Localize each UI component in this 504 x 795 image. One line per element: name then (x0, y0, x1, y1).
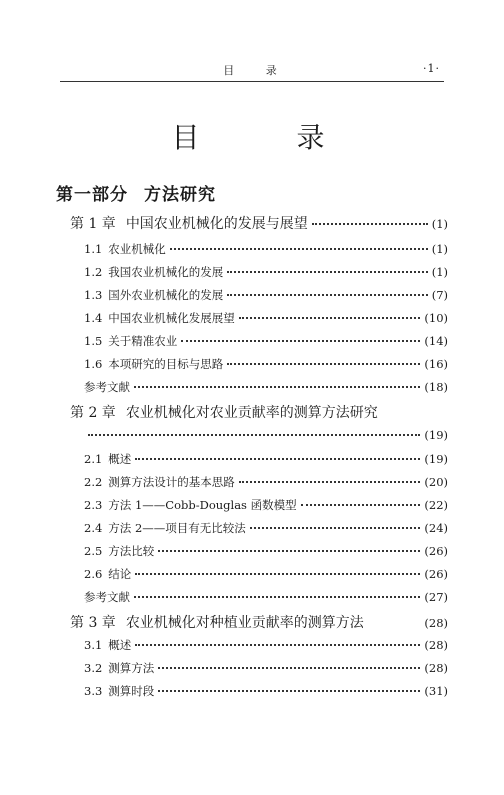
section-number: 1.5 (84, 334, 103, 348)
section-number: 1.6 (84, 357, 103, 371)
page-ref: (26) (424, 544, 448, 558)
section-title: 方法 2——项目有无比较法 (108, 521, 246, 535)
dot-leader (158, 667, 420, 669)
section-number: 1.4 (84, 311, 103, 325)
page-ref: (28) (424, 661, 448, 675)
dot-leader (170, 248, 428, 250)
toc-references-2[interactable] (84, 589, 448, 605)
dot-leader (227, 363, 420, 365)
chapter-title: 农业机械化对农业贡献率的测算方法研究 (125, 405, 378, 421)
page-ref: (7) (431, 288, 448, 302)
part-heading (56, 180, 216, 205)
dot-leader (227, 271, 427, 273)
page-ref: (19) (424, 452, 448, 466)
section-title: 概述 (108, 452, 132, 466)
toc-section-2-2[interactable] (84, 474, 448, 490)
section-number: 2.4 (84, 521, 103, 535)
section-title: 中国农业机械化发展展望 (108, 311, 235, 325)
dot-leader (158, 690, 420, 692)
chapter-number: 第 1 章 (70, 216, 116, 232)
page-ref: (1) (431, 265, 448, 279)
dot-leader (88, 434, 420, 436)
chapter-number: 第 2 章 (70, 405, 116, 421)
toc-section-3-1[interactable] (84, 637, 448, 653)
page-ref: (10) (424, 311, 448, 325)
toc-section-1-3[interactable] (84, 287, 448, 303)
toc-section-1-1[interactable] (84, 241, 448, 257)
toc-chapter-2-continuation (88, 428, 448, 442)
dot-leader (250, 527, 421, 529)
section-title: 农业机械化 (108, 242, 166, 256)
toc-chapter-1[interactable] (70, 213, 448, 233)
section-number: 2.6 (84, 567, 103, 581)
dot-leader (134, 386, 420, 388)
dot-leader (301, 504, 421, 506)
section-number: 2.1 (84, 452, 103, 466)
section-number: 3.1 (84, 638, 103, 652)
toc-section-1-4[interactable] (84, 310, 448, 326)
page-ref: (24) (424, 521, 448, 535)
toc-section-2-3[interactable] (84, 497, 448, 513)
page-ref: (1) (431, 217, 448, 231)
toc-chapter-2[interactable] (70, 402, 448, 422)
dot-leader (239, 317, 421, 319)
section-number: 2.3 (84, 498, 103, 512)
dot-leader (158, 550, 420, 552)
toc-section-2-5[interactable] (84, 543, 448, 559)
header-rule (60, 81, 444, 82)
chapter-title: 农业机械化对种植业贡献率的测算方法 (125, 615, 364, 631)
section-title: 我国农业机械化的发展 (108, 265, 224, 279)
toc-section-1-5[interactable] (84, 333, 448, 349)
toc-references-1[interactable] (84, 379, 448, 395)
toc-section-2-6[interactable] (84, 566, 448, 582)
toc-section-2-1[interactable] (84, 451, 448, 467)
chapter-title: 中国农业机械化的发展与展望 (125, 216, 308, 232)
page-ref: (20) (424, 475, 448, 489)
dot-leader (181, 340, 420, 342)
toc-section-3-3[interactable] (84, 683, 448, 699)
section-title: 本项研究的目标与思路 (108, 357, 224, 371)
section-title: 关于精准农业 (108, 334, 178, 348)
page-ref: (19) (424, 428, 448, 442)
dot-leader (134, 596, 420, 598)
section-title: 结论 (108, 567, 132, 581)
dot-leader (312, 223, 428, 225)
section-number: 1.3 (84, 288, 103, 302)
section-number: 2.2 (84, 475, 103, 489)
section-number: 2.5 (84, 544, 103, 558)
toc-section-3-2[interactable] (84, 660, 448, 676)
page-ref: (18) (424, 380, 448, 394)
toc-section-1-6[interactable] (84, 356, 448, 372)
section-title: 测算方法 (108, 661, 155, 675)
section-title: 测算时段 (108, 684, 155, 698)
page-ref: (28) (424, 616, 448, 630)
section-number: 3.2 (84, 661, 103, 675)
page-ref: (26) (424, 567, 448, 581)
chapter-number: 第 3 章 (70, 615, 116, 631)
section-title: 方法比较 (108, 544, 155, 558)
page-number: ·1· (423, 62, 440, 75)
page-ref: (28) (424, 638, 448, 652)
section-number: 1.2 (84, 265, 103, 279)
section-number: 1.1 (84, 242, 103, 256)
section-title: 国外农业机械化的发展 (108, 288, 224, 302)
section-title: 方法 1——Cobb-Douglas 函数模型 (108, 498, 297, 512)
dot-leader (135, 573, 420, 575)
dot-leader (227, 294, 427, 296)
dot-leader (239, 481, 421, 483)
page-ref: (14) (424, 334, 448, 348)
page-ref: (1) (431, 242, 448, 256)
section-title: 概述 (108, 638, 132, 652)
section-title: 测算方法设计的基本思路 (108, 475, 235, 489)
toc-chapter-3[interactable] (70, 612, 448, 632)
toc-section-2-4[interactable] (84, 520, 448, 536)
part-title: 方法研究 (144, 185, 216, 205)
section-title: 参考文献 (84, 590, 130, 604)
toc-section-1-2[interactable] (84, 264, 448, 280)
running-title: 目 录 (223, 64, 291, 77)
page-ref: (27) (424, 590, 448, 604)
part-number: 第一部分 (56, 185, 128, 205)
page-ref: (22) (424, 498, 448, 512)
section-number: 3.3 (84, 684, 103, 698)
page-ref: (31) (424, 684, 448, 698)
dot-leader (135, 644, 420, 646)
page-title: 目 录 (171, 121, 369, 154)
page-ref: (16) (424, 357, 448, 371)
section-title: 参考文献 (84, 380, 130, 394)
dot-leader (135, 458, 420, 460)
